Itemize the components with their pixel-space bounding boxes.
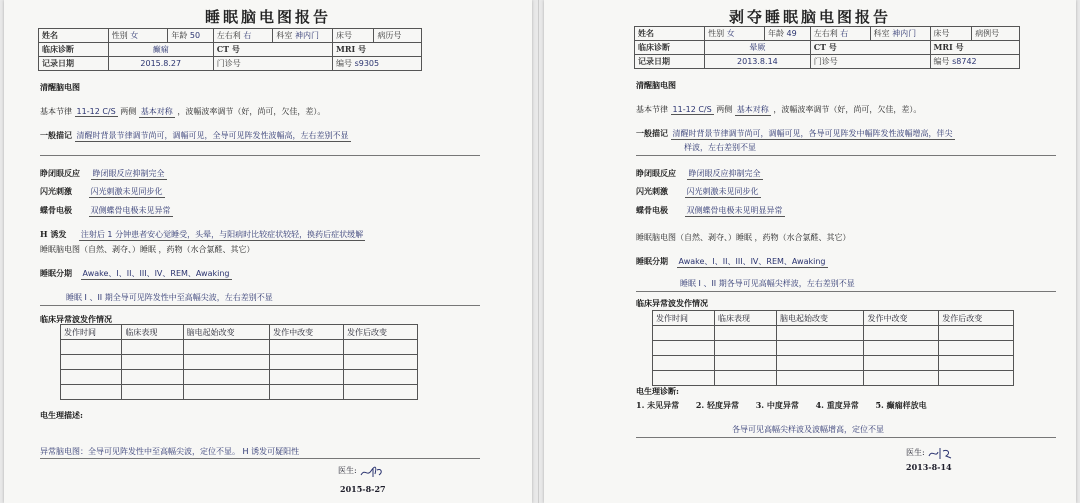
id-label: 编号 bbox=[336, 59, 353, 68]
gender-value: 女 bbox=[726, 29, 735, 38]
table-header-cell: 临床表现 bbox=[122, 325, 183, 340]
department-label: 科室 bbox=[873, 29, 890, 38]
table-header-cell: 临床表现 bbox=[715, 311, 777, 326]
patient-info-table bbox=[634, 26, 1020, 69]
bed-label: 床号 bbox=[930, 27, 972, 41]
handedness-label: 左右利 bbox=[216, 31, 241, 40]
diagnosis-label: 临床诊断 bbox=[635, 41, 705, 55]
mri-number-label: MRI 号 bbox=[930, 41, 1019, 55]
id-value: s9305 bbox=[354, 59, 380, 68]
clinic-number-label: 门诊号 bbox=[213, 57, 332, 71]
handedness-value: 右 bbox=[840, 29, 849, 38]
divider bbox=[40, 305, 480, 306]
bed-label: 床号 bbox=[333, 29, 374, 43]
record-date-label: 记录日期 bbox=[635, 55, 705, 69]
record-number-label: 病历号 bbox=[374, 29, 422, 43]
clinic-number-label: 门诊号 bbox=[810, 55, 930, 69]
report-sheet-right bbox=[544, 0, 1076, 503]
sleep-stages-value: Awake、I、II、III、IV、REM、Awaking bbox=[82, 269, 230, 278]
signature-date: 2015-8-27 bbox=[340, 484, 386, 494]
divider bbox=[636, 437, 1056, 438]
diagnosis-options bbox=[636, 400, 927, 411]
table-row bbox=[61, 385, 418, 400]
ep-diagnosis-label: 电生理诊断: bbox=[636, 386, 679, 396]
page-gap bbox=[538, 0, 539, 503]
sleep-description: 睡眠 I 、II 期全导可见阵发性中至高幅尖波，左右差别不显 bbox=[66, 293, 273, 302]
basic-rhythm-end: ，波幅波率调节（好，尚可，欠佳，差）。 bbox=[773, 105, 922, 114]
sleep-stages-value: Awake、I、II、III、IV、REM、Awaking bbox=[678, 257, 826, 266]
age-value: 49 bbox=[786, 29, 797, 38]
record-date-value: 2015.8.27 bbox=[140, 59, 182, 68]
general-trace-line bbox=[636, 128, 955, 140]
report-sheet-left bbox=[4, 0, 532, 503]
report-title: 睡眠脑电图报告 bbox=[204, 8, 331, 26]
table-row bbox=[61, 370, 418, 385]
sphenoid-electrode-label: 蝶骨电极 bbox=[40, 205, 72, 215]
gender-label: 性别 bbox=[708, 29, 725, 38]
flash-stim-text: 闪光刺激未见同步化 bbox=[90, 187, 163, 196]
table-header-cell: 发作中改变 bbox=[864, 311, 939, 326]
h-induction-label: H 诱发 bbox=[40, 229, 67, 239]
events-table bbox=[60, 324, 418, 400]
handedness-value: 右 bbox=[243, 31, 252, 40]
basic-rhythm-symmetry: 基本对称 bbox=[140, 107, 173, 116]
general-trace-text: 清醒时背景节律调节尚可，调幅可见，全导可见阵发性波幅高，左右差别不显 bbox=[76, 131, 349, 140]
basic-rhythm-line bbox=[40, 106, 325, 118]
table-header-cell: 发作中改变 bbox=[270, 325, 344, 340]
sleep-stages-label: 睡眠分期 bbox=[40, 268, 72, 278]
ct-number-label: CT 号 bbox=[213, 43, 332, 57]
table-header-cell: 发作后改变 bbox=[344, 325, 418, 340]
general-trace-label: 一般描记 bbox=[636, 128, 668, 138]
events-table bbox=[652, 310, 1014, 386]
table-row bbox=[61, 340, 418, 355]
basic-rhythm-line bbox=[636, 104, 921, 116]
h-induction-text: 注射后 1 分钟患者安心觉睡受，头晕，与阳病时比较症状较轻，换药后症状缓解 bbox=[80, 230, 364, 239]
divider bbox=[636, 291, 1056, 292]
ct-number-label: CT 号 bbox=[810, 41, 930, 55]
table-row bbox=[653, 341, 1014, 356]
record-number-label: 病例号 bbox=[972, 27, 1020, 41]
diagnosis-option: 5. 癫痫样放电 bbox=[875, 400, 927, 410]
basic-rhythm-symmetry: 基本对称 bbox=[736, 105, 769, 114]
doctor-label: 医生: bbox=[906, 448, 925, 457]
sphenoid-electrode-text: 双侧蝶骨电极未见明显异常 bbox=[686, 206, 783, 215]
doctor-signature bbox=[338, 464, 385, 478]
general-trace-label: 一般描记 bbox=[40, 130, 72, 140]
gender-value: 女 bbox=[130, 31, 139, 40]
table-header-cell: 脑电起始改变 bbox=[777, 311, 864, 326]
flash-stim-label: 闪光刺激 bbox=[636, 186, 668, 196]
sleep-eeg-line: 睡眠脑电图（自然、剥夺、）睡眠 ，药物（水合氯醛、其它） bbox=[636, 233, 851, 242]
diagnosis-value: 癫痫 bbox=[152, 45, 169, 54]
events-title: 临床异常波发作情况 bbox=[636, 298, 708, 308]
ep-description-label: 电生理描述: bbox=[40, 410, 83, 420]
events-title: 临床异常波发作情况 bbox=[40, 314, 112, 324]
id-label: 编号 bbox=[933, 57, 950, 66]
flash-stim-label: 闪光刺激 bbox=[40, 186, 72, 196]
basic-rhythm-end: ，波幅波率调节（好，尚可，欠佳，差）。 bbox=[177, 107, 326, 116]
diagnosis-option: 3. 中度异常 bbox=[755, 400, 799, 410]
table-header-row bbox=[61, 325, 418, 340]
age-value: 50 bbox=[189, 31, 201, 40]
sleep-stages-label: 睡眠分期 bbox=[636, 256, 668, 266]
sphenoid-electrode-label: 蝶骨电极 bbox=[636, 205, 668, 215]
table-header-cell: 发作后改变 bbox=[939, 311, 1014, 326]
record-date-label: 记录日期 bbox=[39, 57, 109, 71]
divider bbox=[40, 155, 480, 156]
department-label: 科室 bbox=[276, 31, 293, 40]
basic-rhythm-label: 基本节律 bbox=[40, 107, 72, 116]
basic-rhythm-sides: 两侧 bbox=[716, 105, 733, 114]
report-title: 剥夺睡眠脑电图报告 bbox=[728, 8, 891, 26]
diagnosis-label: 临床诊断 bbox=[39, 43, 109, 57]
table-row bbox=[61, 355, 418, 370]
flash-stim-text: 闪光刺激未见同步化 bbox=[686, 187, 759, 196]
section-title: 清醒脑电图 bbox=[40, 82, 80, 92]
table-row bbox=[653, 356, 1014, 371]
signature-scrawl-icon bbox=[359, 464, 385, 478]
table-header-cell: 发作时间 bbox=[653, 311, 715, 326]
basic-rhythm-sides: 两侧 bbox=[120, 107, 137, 116]
doctor-signature bbox=[906, 446, 953, 460]
sphenoid-electrode-text: 双侧蝶骨电极未见异常 bbox=[90, 206, 171, 215]
divider bbox=[636, 155, 1056, 156]
doctor-label: 医生: bbox=[338, 466, 357, 475]
diagnosis-option: 2. 轻度异常 bbox=[695, 400, 739, 410]
signature-scrawl-icon bbox=[927, 446, 953, 460]
signature-date: 2013-8-14 bbox=[906, 462, 952, 472]
table-header-cell: 发作时间 bbox=[61, 325, 122, 340]
basic-rhythm-label: 基本节律 bbox=[636, 105, 668, 114]
eyes-response-label: 睁闭眼反应 bbox=[40, 168, 80, 178]
diagnosis-value: 晕厥 bbox=[749, 43, 766, 52]
id-value: s8742 bbox=[952, 57, 977, 66]
sleep-eeg-line: 睡眠脑电图（自然、剥夺、）睡眠 ，药物（水合氯醛、其它） bbox=[40, 245, 255, 254]
diagnosis-option: 4. 重度异常 bbox=[815, 400, 859, 410]
basic-rhythm-value: 11-12 C/S bbox=[672, 105, 712, 114]
table-header-cell: 脑电起始改变 bbox=[183, 325, 269, 340]
ep-description-text: 异常脑电图：全导可见阵发性中至高幅尖波，定位不显。 H 诱发可疑阳性 bbox=[40, 447, 300, 456]
section-title: 清醒脑电图 bbox=[636, 80, 676, 90]
gender-label: 性别 bbox=[111, 31, 128, 40]
table-row bbox=[653, 371, 1014, 386]
general-trace-text: 清醒时背景节律调节尚可，调幅可见，各导可见阵发中幅阵发性波幅增高，伴尖 bbox=[672, 129, 953, 138]
age-label: 年龄 bbox=[768, 29, 784, 38]
table-header-row bbox=[653, 311, 1014, 326]
diagnosis-conclusion: 各导可见高幅尖样波及波幅增高，定位不显 bbox=[732, 425, 884, 434]
name-label: 姓名 bbox=[635, 27, 705, 41]
eyes-response-text: 睁闭眼反应抑制完全 bbox=[688, 169, 761, 178]
sleep-description: 睡眠 I 、II 期各导可见高幅尖样波，左右差别不显 bbox=[680, 279, 855, 288]
basic-rhythm-value: 11-12 C/S bbox=[76, 107, 116, 116]
department-value: 神内门 bbox=[294, 31, 319, 40]
record-date-value: 2013.8.14 bbox=[737, 57, 778, 66]
divider bbox=[40, 458, 480, 459]
age-label: 年龄 bbox=[171, 31, 188, 40]
eyes-response-text: 睁闭眼反应抑制完全 bbox=[92, 169, 165, 178]
name-label: 姓名 bbox=[39, 29, 109, 43]
table-row bbox=[653, 326, 1014, 341]
mri-number-label: MRI 号 bbox=[333, 43, 422, 57]
handedness-label: 左右利 bbox=[813, 29, 838, 38]
eyes-response-label: 睁闭眼反应 bbox=[636, 168, 676, 178]
department-value: 神内门 bbox=[892, 29, 917, 38]
patient-info-table bbox=[38, 28, 422, 71]
general-trace-text-continued: 样波，左右差别不显 bbox=[684, 143, 756, 152]
general-trace-line bbox=[40, 130, 351, 142]
diagnosis-option: 1. 未见异常 bbox=[636, 400, 680, 410]
